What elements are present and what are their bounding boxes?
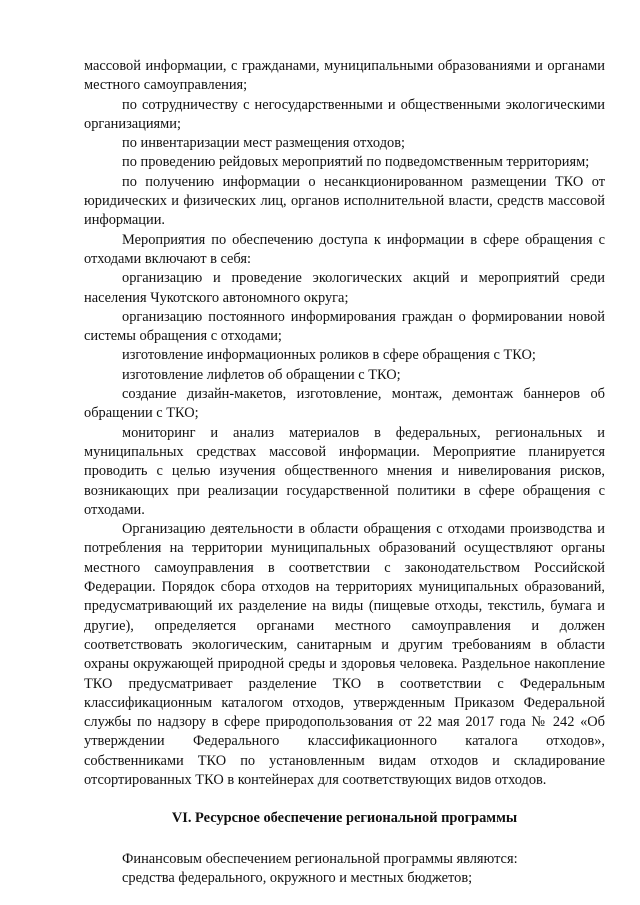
section-heading: VI. Ресурсное обеспечение региональной программы (171, 810, 518, 827)
list-item-monitoring: мониторинг и анализ материалов в федеральных, региональных и муниципальных средствах массовой информации. Мероприятие планируется проводить с целью изучения общественного мнения и нивелирования рисков, возникающих при реализации государственной политики в сфере обращения с отходами. (84, 424, 605, 518)
list-item-leaflets: изготовление лифлетов об обращении с ТКО; (122, 366, 401, 383)
list-item-budgets: средства федерального, окружного и местных бюджетов; (122, 869, 473, 886)
list-item-inventory: по инвентаризации мест размещения отходов; (122, 135, 406, 152)
list-item-eco-actions: организацию и проведение экологических акций и мероприятий среди населения Чукотского автономного округа; (84, 270, 605, 306)
list-item-info-receipt: по получению информации о несанкционированном размещении ТКО от юридических и физических лиц, органов исполнительной власти, средств массовой информации. (84, 173, 605, 229)
list-item-raids: по проведению рейдовых мероприятий по подведомственным территориям; (122, 154, 590, 171)
paragraph-continuation: массовой информации, с гражданами, муниципальными образованиями и органами местного самоуправления; (84, 58, 605, 94)
list-item-banners: создание дизайн-макетов, изготовление, монтаж, демонтаж баннеров об обращении с ТКО; (84, 386, 605, 422)
list-item-informing: организацию постоянного информирования граждан о формировании новой системы обращения с отходами; (84, 308, 605, 345)
list-item-videos: изготовление информационных роликов в сфере обращения с ТКО; (122, 347, 536, 364)
paragraph-financing: Финансовым обеспечением региональной программы являются: (122, 850, 518, 867)
document-page (84, 57, 605, 888)
list-item-cooperation: по сотрудничеству с негосударственными и общественными экологическими организациями; (84, 96, 605, 132)
paragraph-waste-management: Организацию деятельности в области обращения с отходами производства и потребления на территории муниципальных образований осуществляют органы местного самоуправления в соответствии с законодательством Российской Федерации. Порядок сбора отходов на территориях муниципальных образований, предусматривающий их разделение на виды (пищевые отходы, текстиль, бумага и другие), определяется органами местного самоуправления и должен соответствовать экологическим, санитарным и другим требованиям в области охраны окружающей природной среды и здоровья человека. Раздельное накопление ТКО предусматривает разделение ТКО в соответствии с Федеральным классификационным каталогом отходов, утвержденным Приказом Федеральной службы по надзору в сфере природопользования от 22 мая 2017 года № 242 «Об утверждении Федерального классификационного каталога отходов», собственниками ТКО по установленным видам отходов и складирование отсортированных ТКО в контейнерах для соответствующих видов отходов. (84, 521, 605, 788)
paragraph-access-measures: Мероприятия по обеспечению доступа к информации в сфере обращения с отходами включают в себя: (84, 231, 605, 267)
